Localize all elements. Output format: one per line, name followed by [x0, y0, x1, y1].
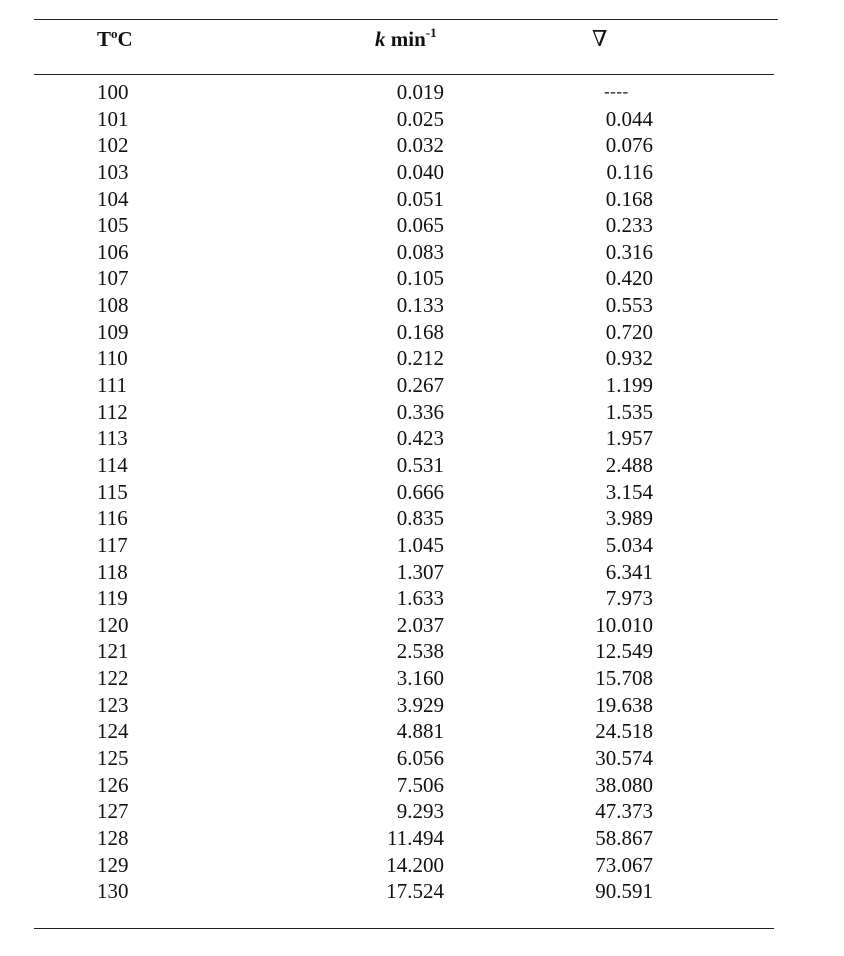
- table-row: [0, 159, 844, 186]
- cell-nabla: 90.591: [595, 879, 653, 904]
- cell-temperature: 129: [97, 852, 129, 877]
- cell-rate-constant: 14.200: [386, 852, 444, 877]
- cell-temperature: 104: [97, 186, 129, 211]
- table-row: [0, 372, 844, 399]
- cell-nabla: 1.957: [605, 426, 653, 451]
- table-row: [0, 798, 844, 825]
- cell-rate-constant: 2.538: [396, 639, 444, 664]
- cell-nabla: 0.116: [606, 159, 653, 184]
- table-row: [0, 212, 844, 239]
- cell-rate-constant: 0.133: [396, 293, 444, 318]
- cell-temperature: 124: [97, 719, 129, 744]
- table-row: [0, 638, 844, 665]
- cell-temperature: 107: [97, 266, 129, 291]
- table-row: [0, 345, 844, 372]
- cell-nabla: 5.034: [605, 532, 653, 557]
- cell-temperature: 127: [97, 799, 129, 824]
- table-row: [0, 852, 844, 879]
- table-row: [0, 665, 844, 692]
- table-row: [0, 585, 844, 612]
- cell-rate-constant: 0.040: [396, 159, 444, 184]
- cell-nabla: 10.010: [595, 612, 653, 637]
- cell-nabla: 58.867: [595, 825, 653, 850]
- cell-rate-constant: 0.105: [396, 266, 444, 291]
- cell-temperature: 113: [97, 426, 128, 451]
- table-row: [0, 265, 844, 292]
- cell-nabla: 7.973: [605, 586, 653, 611]
- cell-rate-constant: 0.336: [396, 399, 444, 424]
- cell-temperature: 117: [97, 532, 128, 557]
- header-temperature-symbol: T: [97, 27, 112, 51]
- cell-temperature: 108: [97, 293, 129, 318]
- cell-nabla: 0.316: [605, 239, 653, 264]
- cell-temperature: 102: [97, 133, 129, 158]
- cell-temperature: 101: [97, 106, 129, 131]
- cell-rate-constant: 4.881: [396, 719, 444, 744]
- cell-nabla: 24.518: [595, 719, 653, 744]
- cell-temperature: 130: [97, 879, 129, 904]
- table-row: [0, 825, 844, 852]
- table-body: [0, 79, 844, 905]
- cell-temperature: 118: [97, 559, 128, 584]
- cell-rate-constant: 0.065: [396, 213, 444, 238]
- cell-nabla: 0.553: [605, 293, 653, 318]
- cell-temperature: 100: [97, 80, 129, 104]
- header-k-sup: -1: [425, 25, 437, 40]
- cell-nabla: 1.535: [605, 399, 653, 424]
- cell-rate-constant: 7.506: [396, 772, 444, 797]
- cell-nabla: 38.080: [595, 772, 653, 797]
- cell-rate-constant: 0.025: [396, 106, 444, 131]
- table-row: [0, 772, 844, 799]
- cell-temperature: 103: [97, 159, 129, 184]
- cell-temperature: 123: [97, 692, 129, 717]
- cell-rate-constant: 0.051: [396, 186, 444, 211]
- cell-rate-constant: 0.666: [396, 479, 444, 504]
- cell-nabla: 0.168: [605, 186, 653, 211]
- table-row: [0, 292, 844, 319]
- table-row: [0, 718, 844, 745]
- cell-rate-constant: 0.083: [396, 239, 444, 264]
- table-row: [0, 612, 844, 639]
- cell-rate-constant: 1.307: [396, 559, 444, 584]
- cell-nabla: 3.989: [605, 506, 653, 531]
- table-row: [0, 239, 844, 266]
- cell-temperature: 105: [97, 213, 129, 238]
- table-row: [0, 479, 844, 506]
- table-row: [0, 425, 844, 452]
- cell-temperature: 111: [97, 373, 127, 398]
- table-row: [0, 186, 844, 213]
- cell-nabla: 0.076: [605, 133, 653, 158]
- cell-nabla: 3.154: [605, 479, 653, 504]
- cell-rate-constant: 11.494: [387, 825, 444, 850]
- cell-temperature: 106: [97, 239, 129, 264]
- table-row: [0, 132, 844, 159]
- table-row: [0, 106, 844, 133]
- cell-nabla: 73.067: [595, 852, 653, 877]
- cell-nabla: 47.373: [595, 799, 653, 824]
- table-row: [0, 319, 844, 346]
- cell-temperature: 115: [97, 479, 128, 504]
- cell-temperature: 128: [97, 825, 129, 850]
- table-row: [0, 692, 844, 719]
- table-row: [0, 559, 844, 586]
- table-row: [0, 532, 844, 559]
- table-row: [0, 399, 844, 426]
- cell-rate-constant: 0.168: [396, 319, 444, 344]
- cell-nabla: 0.932: [605, 346, 653, 371]
- table-header-rule: [34, 74, 774, 75]
- header-temperature: [97, 26, 133, 52]
- table-bottom-rule: [34, 928, 774, 929]
- cell-temperature: 114: [97, 452, 128, 477]
- cell-nabla: 2.488: [605, 452, 653, 477]
- cell-nabla: 30.574: [595, 746, 653, 771]
- table-row: [0, 505, 844, 532]
- header-degree-sup: o: [111, 26, 118, 41]
- cell-temperature: 125: [97, 746, 129, 771]
- cell-rate-constant: 3.160: [396, 666, 444, 691]
- cell-nabla: 1.199: [605, 373, 653, 398]
- table-row: [0, 745, 844, 772]
- cell-rate-constant: 0.835: [396, 506, 444, 531]
- cell-temperature: 109: [97, 319, 129, 344]
- table-top-rule: [34, 19, 778, 20]
- header-k-symbol: k: [375, 27, 386, 51]
- cell-temperature: 116: [97, 506, 128, 531]
- table-row: [0, 452, 844, 479]
- cell-rate-constant: 0.267: [396, 373, 444, 398]
- cell-rate-constant: 0.212: [396, 346, 444, 371]
- cell-nabla: 12.549: [595, 639, 653, 664]
- cell-temperature: 119: [97, 586, 128, 611]
- cell-rate-constant: 0.423: [396, 426, 444, 451]
- table-row: [0, 878, 844, 905]
- cell-rate-constant: 0.019: [396, 80, 444, 104]
- cell-temperature: 121: [97, 639, 129, 664]
- cell-temperature: 122: [97, 666, 129, 691]
- cell-rate-constant: 6.056: [396, 746, 444, 771]
- cell-nabla: 19.638: [595, 692, 653, 717]
- cell-rate-constant: 0.032: [396, 133, 444, 158]
- cell-nabla: 15.708: [595, 666, 653, 691]
- table-row: [0, 79, 844, 106]
- cell-temperature: 120: [97, 612, 129, 637]
- cell-rate-constant: 2.037: [396, 612, 444, 637]
- cell-temperature: 110: [97, 346, 128, 371]
- header-nabla: ∇: [592, 26, 608, 51]
- cell-rate-constant: 3.929: [396, 692, 444, 717]
- header-k-unit: min: [385, 27, 426, 51]
- cell-rate-constant: 17.524: [386, 879, 444, 904]
- cell-nabla: ----: [604, 82, 629, 101]
- cell-rate-constant: 1.045: [396, 532, 444, 557]
- cell-rate-constant: 0.531: [396, 452, 444, 477]
- cell-temperature: 126: [97, 772, 129, 797]
- cell-rate-constant: 1.633: [396, 586, 444, 611]
- cell-rate-constant: 9.293: [396, 799, 444, 824]
- cell-nabla: 0.233: [605, 213, 653, 238]
- header-temperature-unit: C: [117, 27, 133, 51]
- cell-nabla: 6.341: [605, 559, 653, 584]
- cell-nabla: 0.044: [605, 106, 653, 131]
- header-rate-constant: [375, 26, 437, 52]
- cell-nabla: 0.720: [605, 319, 653, 344]
- cell-nabla: 0.420: [605, 266, 653, 291]
- cell-temperature: 112: [97, 399, 128, 424]
